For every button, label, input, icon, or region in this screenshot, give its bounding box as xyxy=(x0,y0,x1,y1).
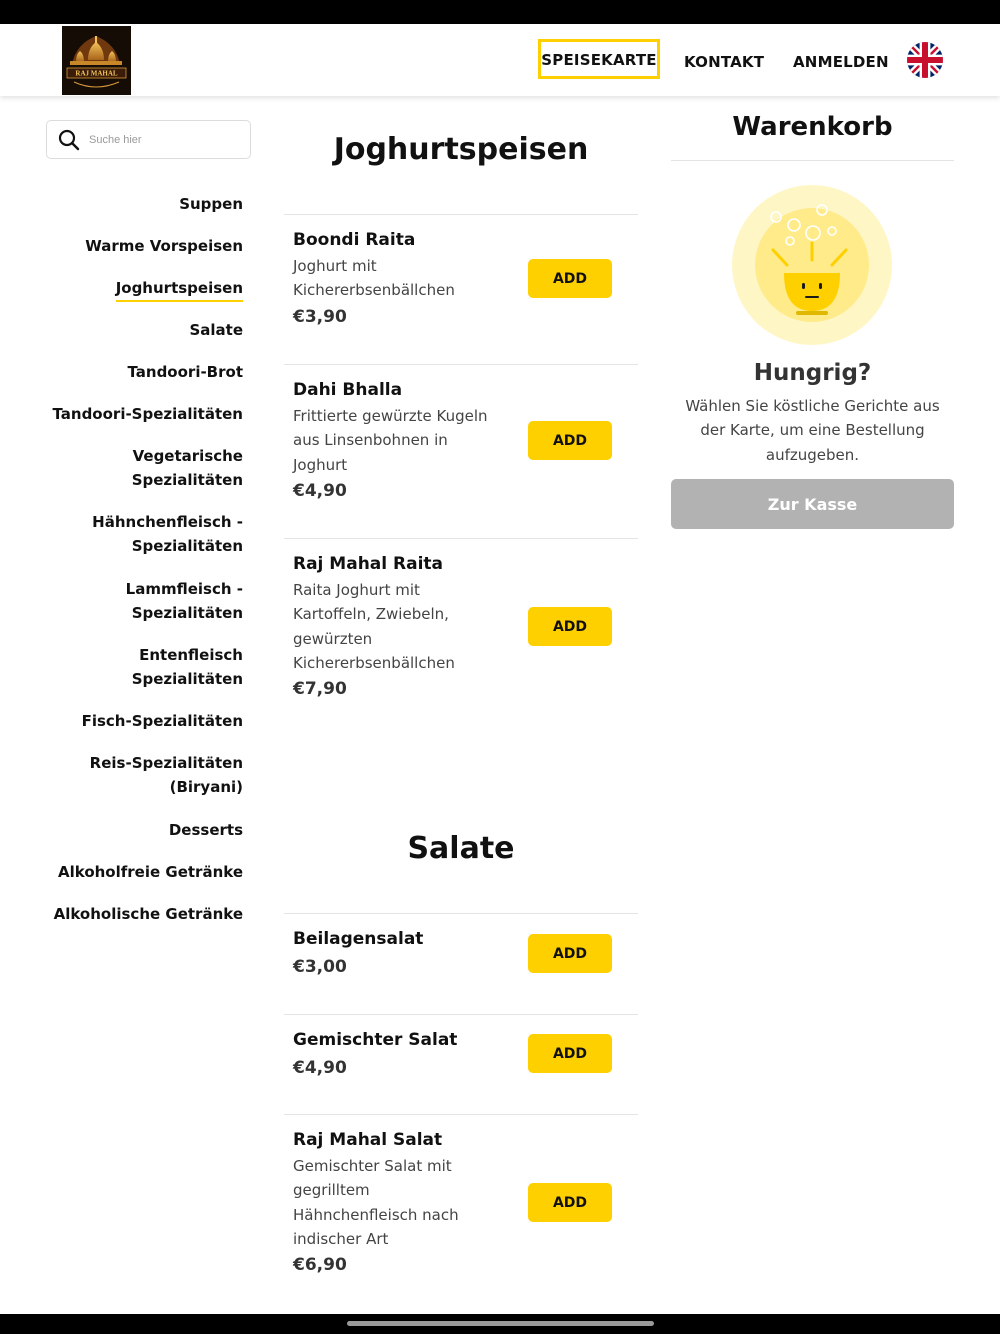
cart-empty-text-line: aufzugeben. xyxy=(765,445,860,464)
item-price: €4,90 xyxy=(293,1058,347,1078)
category-haehnchen-line1[interactable]: Hähnchenfleisch - xyxy=(92,513,243,531)
cart-divider xyxy=(671,160,954,161)
cart-empty-text-line: der Karte, um eine Bestellung xyxy=(700,421,925,440)
add-button[interactable]: ADD xyxy=(528,607,612,646)
menu-item xyxy=(284,214,638,364)
item-desc-line: Hähnchenfleisch nach xyxy=(293,1206,459,1224)
nav-anmelden[interactable]: ANMELDEN xyxy=(793,53,889,71)
category-vegetarische-line2[interactable]: Spezialitäten xyxy=(131,471,243,489)
item-name: Beilagensalat xyxy=(293,929,424,949)
search-box[interactable] xyxy=(46,120,251,159)
search-input[interactable] xyxy=(89,129,239,151)
category-ente-line1[interactable]: Entenfleisch xyxy=(139,646,243,664)
add-button[interactable]: ADD xyxy=(528,421,612,460)
category-suppen[interactable]: Suppen xyxy=(179,195,243,213)
category-alkoholfreie-getraenke[interactable]: Alkoholfreie Getränke xyxy=(58,863,243,881)
raj-mahal-logo[interactable] xyxy=(62,26,131,95)
category-lamm-line1[interactable]: Lammfleisch - xyxy=(125,580,243,598)
item-price: €3,00 xyxy=(293,957,347,977)
category-fisch[interactable]: Fisch-Spezialitäten xyxy=(81,712,243,730)
category-warme-vorspeisen[interactable]: Warme Vorspeisen xyxy=(85,237,243,255)
category-joghurtspeisen[interactable]: Joghurtspeisen xyxy=(116,276,243,302)
nav-kontakt[interactable]: KONTAKT xyxy=(684,53,765,71)
item-name: Dahi Bhalla xyxy=(293,380,403,400)
menu-item xyxy=(284,364,638,538)
item-name: Raj Mahal Raita xyxy=(293,554,444,574)
hungry-bowl-icon xyxy=(732,185,892,345)
item-name: Gemischter Salat xyxy=(293,1030,458,1050)
category-lamm-line2[interactable]: Spezialitäten xyxy=(131,604,243,622)
item-desc-line: Raita Joghurt mit xyxy=(293,581,420,599)
item-price: €3,90 xyxy=(293,307,347,327)
item-desc-line: Kichererbsenbällchen xyxy=(293,281,455,299)
category-reis-line1[interactable]: Reis-Spezialitäten xyxy=(89,754,243,772)
menu-item xyxy=(284,1114,638,1314)
item-desc-line: Joghurt mit xyxy=(293,257,377,275)
site-header xyxy=(0,24,1000,96)
logo-text: RAJ MAHAL xyxy=(75,69,118,78)
item-price: €4,90 xyxy=(293,481,347,501)
add-button[interactable]: ADD xyxy=(528,259,612,298)
nav-speisekarte[interactable]: SPEISEKARTE xyxy=(538,39,660,79)
cart-empty-text-line: Wählen Sie köstliche Gerichte aus xyxy=(685,397,940,415)
menu-item xyxy=(284,538,638,738)
item-desc-line: Kichererbsenbällchen xyxy=(293,654,455,672)
section-title-salate: Salate xyxy=(407,831,515,866)
category-alkoholische-getraenke[interactable]: Alkoholische Getränke xyxy=(53,905,243,923)
add-button[interactable]: ADD xyxy=(528,1183,612,1222)
category-salate[interactable]: Salate xyxy=(189,321,243,339)
add-button[interactable]: ADD xyxy=(528,934,612,973)
uk-flag-icon[interactable] xyxy=(907,42,943,78)
home-indicator[interactable] xyxy=(347,1321,654,1326)
search-icon xyxy=(58,129,80,151)
item-price: €6,90 xyxy=(293,1255,347,1275)
item-desc-line: Joghurt xyxy=(293,456,348,474)
item-desc-line: aus Linsenbohnen in xyxy=(293,431,448,449)
category-tandoori-spezialitaeten[interactable]: Tandoori-Spezialitäten xyxy=(52,405,243,423)
menu-item xyxy=(284,1014,638,1114)
cart-empty-text xyxy=(671,394,954,467)
item-desc-line: Gemischter Salat mit xyxy=(293,1157,452,1175)
checkout-button[interactable]: Zur Kasse xyxy=(671,479,954,529)
menu-item xyxy=(284,913,638,1014)
item-desc-line: gegrilltem xyxy=(293,1181,370,1199)
add-button[interactable]: ADD xyxy=(528,1034,612,1073)
item-desc-line: indischer Art xyxy=(293,1230,389,1248)
item-desc-line: Frittierte gewürzte Kugeln xyxy=(293,407,488,425)
section-title-joghurtspeisen: Joghurtspeisen xyxy=(333,132,589,167)
item-price: €7,90 xyxy=(293,679,347,699)
category-tandoori-brot[interactable]: Tandoori-Brot xyxy=(127,363,243,381)
category-desserts[interactable]: Desserts xyxy=(168,821,243,839)
category-ente-line2[interactable]: Spezialitäten xyxy=(131,670,243,688)
status-bar xyxy=(0,0,1000,24)
category-reis-line2[interactable]: (Biryani) xyxy=(169,778,243,796)
item-name: Boondi Raita xyxy=(293,230,416,250)
item-desc-line: Kartoffeln, Zwiebeln, xyxy=(293,605,449,623)
category-haehnchen-line2[interactable]: Spezialitäten xyxy=(131,537,243,555)
item-name: Raj Mahal Salat xyxy=(293,1130,443,1150)
category-vegetarische-line1[interactable]: Vegetarische xyxy=(132,447,243,465)
item-desc-line: gewürzten xyxy=(293,630,373,648)
cart-empty-title: Hungrig? xyxy=(753,360,872,386)
cart-title: Warenkorb xyxy=(732,112,893,142)
